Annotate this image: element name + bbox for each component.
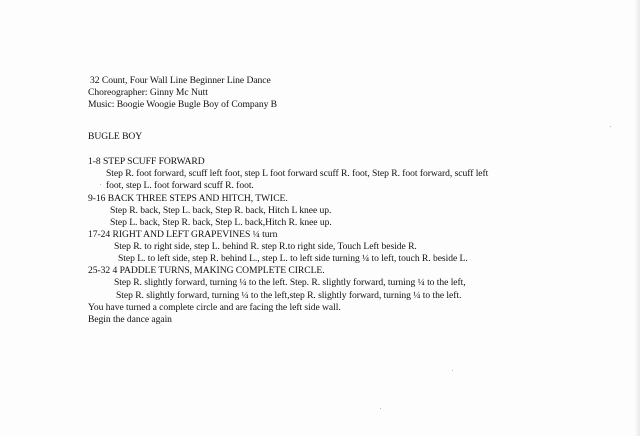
section-2-step-line-1: Step R. back, Step L. back, Step R. back, Hitch L knee up. (110, 205, 332, 216)
section-4-step-line-1: Step R. slightly forward, turning ¼ to the left. Step. R. slightly forward, turning ¼ to the left, (114, 277, 466, 288)
section-2-heading: 9-16 BACK THREE STEPS AND HITCH, TWICE. (88, 193, 288, 204)
section-3-step-line-2: Step L. to left side, step R. behind L., step L. to left side turning ¼ to left, touch R. beside L. (118, 253, 468, 264)
section-2-step-line-2: Step L. back, Step R. back, Step L. back,Hitch R. knee up. (110, 217, 332, 228)
scan-speck (100, 184, 101, 185)
scan-edge-shadow (634, 0, 640, 436)
header-choreographer-line: Choreographer: Ginny Mc Nutt (88, 87, 208, 98)
scan-speck (452, 370, 453, 371)
closing-line-2: Begin the dance again (88, 314, 172, 325)
section-1-heading: 1-8 STEP SCUFF FORWARD (88, 156, 205, 167)
header-music-line: Music: Boogie Woogie Bugle Boy of Company B (88, 99, 278, 110)
header-count-line: 32 Count, Four Wall Line Beginner Line Dance (90, 75, 271, 86)
closing-line-1: You have turned a complete circle and are facing the left side wall. (88, 302, 341, 313)
dance-title: BUGLE BOY (88, 131, 143, 142)
section-1-step-line-2: foot, step L. foot forward scuff R. foot. (106, 180, 254, 191)
section-1-step-line-1: Step R. foot forward, scuff left foot, step L foot forward scuff R. foot, Step R. foot forward, scuff left (106, 168, 489, 179)
section-3-step-line-1: Step R. to right side, step L. behind R. step R.to right side, Touch Left beside R. (114, 241, 417, 252)
scan-speck (610, 126, 611, 127)
section-4-step-line-2: Step R. slightly forward, turning ¼ to the left,step R. slightly forward, turning ¼ to the left. (116, 290, 462, 301)
section-3-heading: 17-24 RIGHT AND LEFT GRAPEVINES ¼ turn (88, 229, 278, 240)
section-4-heading: 25-32 4 PADDLE TURNS, MAKING COMPLETE CIRCLE. (88, 265, 325, 276)
scan-speck (380, 408, 381, 409)
